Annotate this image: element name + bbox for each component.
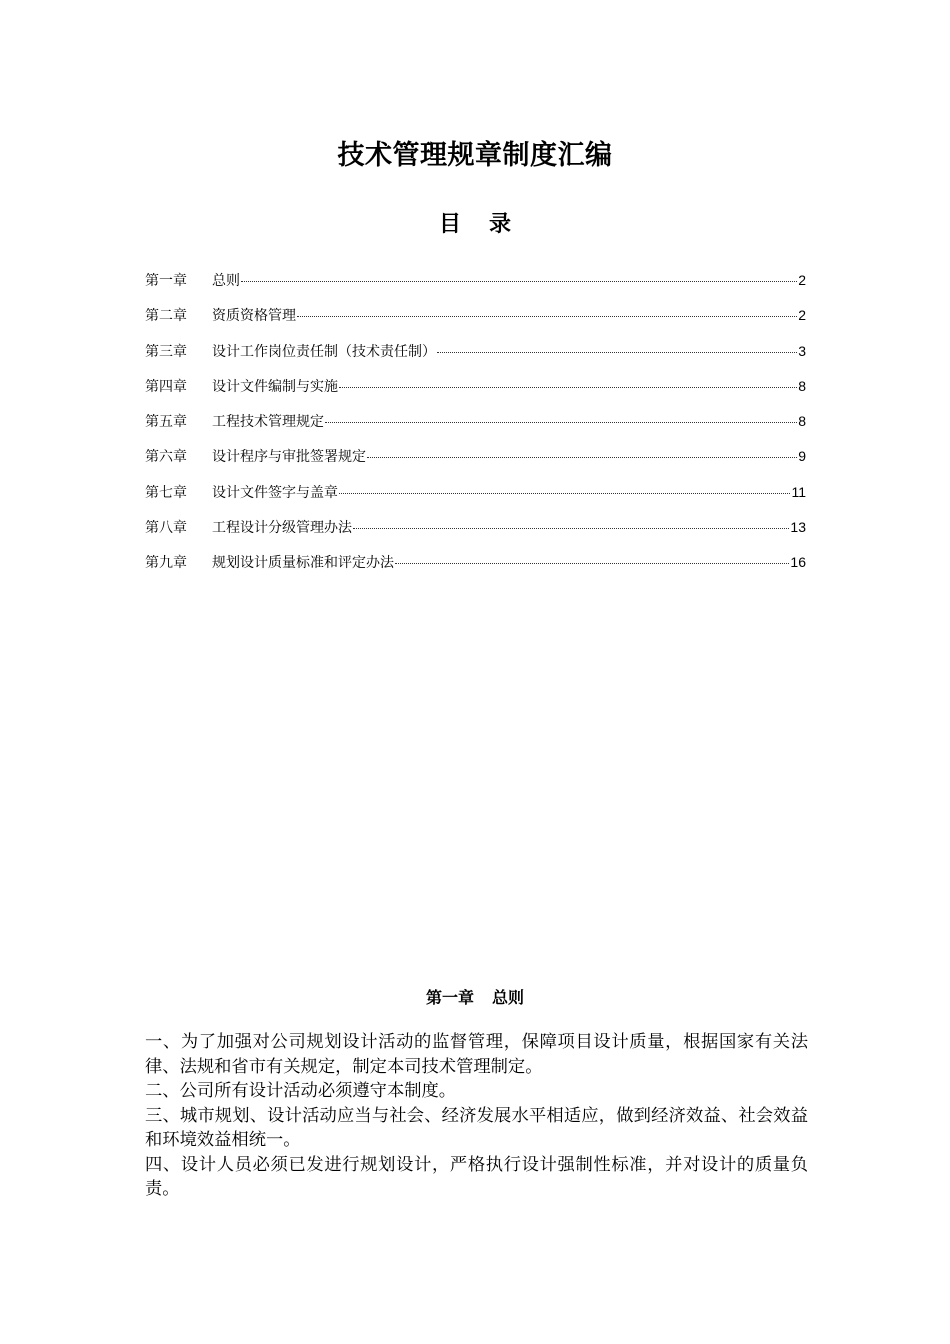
toc-heading-right: 录: [489, 211, 512, 237]
toc-entry-6[interactable]: [145, 446, 806, 481]
toc-chapter: 第八章: [145, 520, 187, 537]
toc-chapter: 第七章: [145, 484, 187, 501]
toc-chapter: 第三章: [145, 343, 187, 360]
toc-leader: [325, 422, 797, 423]
chapter-title: 总则: [492, 988, 525, 1007]
toc-title: 设计工作岗位责任制（技术责任制）: [212, 343, 436, 360]
document-title: 技术管理规章制度汇编: [337, 140, 613, 171]
toc-leader: [339, 493, 790, 494]
toc-entry-1[interactable]: [145, 270, 806, 305]
toc-chapter: 第二章: [145, 308, 187, 325]
toc-title: 工程技术管理规定: [212, 414, 324, 431]
toc-leader: [437, 352, 797, 353]
chapter-heading: [0, 985, 950, 1008]
toc-leader: [241, 281, 797, 282]
toc-chapter: 第九章: [145, 555, 187, 572]
toc-title: 工程设计分级管理办法: [212, 520, 352, 537]
paragraph: 四、设计人员必须已发进行规划设计，严格执行设计强制性标准，并对设计的质量负责。: [145, 1154, 808, 1199]
toc-list: [145, 270, 806, 588]
toc-chapter: 第六章: [145, 449, 187, 466]
chapter-body: [145, 1030, 808, 1202]
toc-page: 16: [790, 554, 806, 571]
toc-leader: [367, 457, 797, 458]
toc-chapter: 第一章: [145, 273, 187, 289]
toc-entry-9[interactable]: [145, 552, 806, 587]
toc-entry-7[interactable]: [145, 482, 806, 517]
toc-title: 资质资格管理: [212, 308, 296, 325]
toc-title: 设计文件编制与实施: [212, 378, 338, 395]
toc-entry-2[interactable]: [145, 305, 806, 340]
toc-heading-left: 目: [438, 211, 461, 237]
paragraph: 三、城市规划、设计活动应当与社会、经济发展水平相适应，做到经济效益、社会效益和环境效益相统一。: [145, 1105, 808, 1150]
toc-leader: [339, 387, 797, 388]
toc-page: 8: [798, 377, 806, 394]
toc-leader: [395, 563, 789, 564]
toc-heading: [0, 207, 950, 238]
toc-leader: [297, 316, 797, 317]
paragraph: 二、公司所有设计活动必须遵守本制度。: [145, 1081, 457, 1101]
toc-title: 设计文件签字与盖章: [212, 484, 338, 501]
toc-page: 11: [791, 483, 806, 500]
toc-entry-4[interactable]: [145, 376, 806, 411]
toc-page: 2: [798, 272, 806, 288]
toc-title: 规划设计质量标准和评定办法: [212, 555, 394, 572]
toc-entry-5[interactable]: [145, 411, 806, 446]
toc-page: 9: [798, 448, 806, 465]
toc-entry-8[interactable]: [145, 517, 806, 552]
toc-title: 总则: [212, 273, 240, 289]
paragraph: 一、为了加强对公司规划设计活动的监督管理，保障项目设计质量，根据国家有关法律、法规和省市有关规定，制定本司技术管理制定。: [145, 1032, 808, 1077]
chapter-number: 第一章: [425, 988, 474, 1007]
toc-chapter: 第五章: [145, 414, 187, 431]
toc-chapter: 第四章: [145, 378, 187, 395]
toc-page: 8: [798, 413, 806, 430]
toc-page: 13: [790, 519, 806, 536]
toc-leader: [353, 528, 789, 529]
toc-page: 3: [798, 342, 806, 359]
toc-title: 设计程序与审批签署规定: [212, 449, 366, 466]
toc-entry-3[interactable]: [145, 341, 806, 376]
toc-page: 2: [798, 307, 806, 324]
